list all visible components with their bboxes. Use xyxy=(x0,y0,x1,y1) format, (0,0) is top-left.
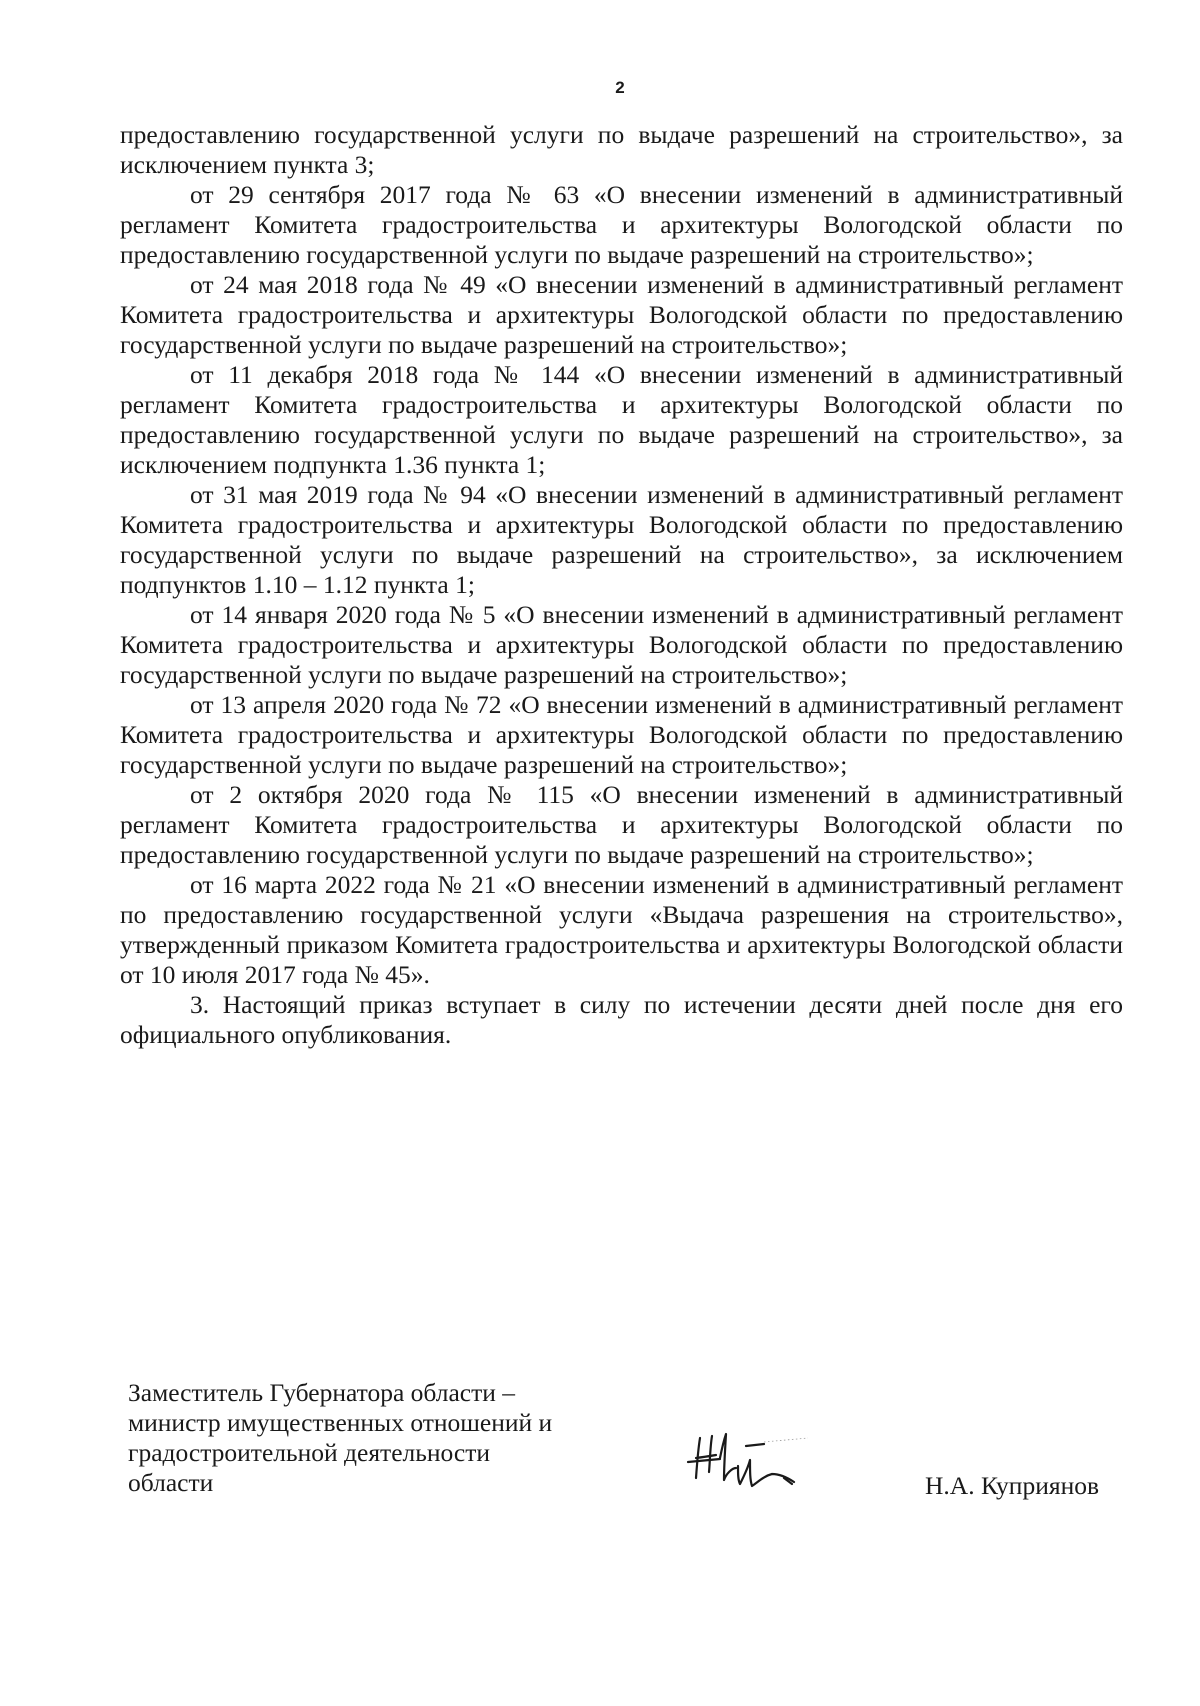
paragraph-order-2020-72: от 13 апреля 2020 года № 72 «О внесении изменений в административный регламент Комитета градостроительства и архитектуры Вологодской области по предоставлению государственной услуги по выдаче разрешений на строительство»; xyxy=(120,690,1123,779)
signatory-name: Н.А. Куприянов xyxy=(925,1471,1100,1500)
paragraph-order-2022-21: от 16 марта 2022 года № 21 «О внесении изменений в административный регламент по предоставлению государственной услуги «Выдача разрешения на строительство», утвержденный приказом Комитета градостроительства и архитектуры Вологодской области от 10 июля 2017 года № 45». xyxy=(120,870,1123,989)
signatory-position-line: Заместитель Губернатора области – xyxy=(128,1378,516,1407)
signatory-position xyxy=(128,1378,648,1498)
paragraph-order-2020-115: от 2 октября 2020 года № 115 «О внесении изменений в административный регламент Комитета градостроительства и архитектуры Вологодской области по предоставлению государственной услуги по выдаче разрешений на строительство»; xyxy=(120,780,1123,869)
page-number: 2 xyxy=(615,78,625,97)
document-body xyxy=(120,120,1123,1050)
paragraph-order-2018-49: от 24 мая 2018 года № 49 «О внесении изменений в административный регламент Комитета градостроительства и архитектуры Вологодской области по предоставлению государственной услуги по выдаче разрешений на строительство»; xyxy=(120,270,1123,359)
paragraph-order-2018-144: от 11 декабря 2018 года № 144 «О внесении изменений в административный регламент Комитета градостроительства и архитектуры Вологодской области по предоставлению государственной услуги по выдаче разрешений на строительство», за исключением подпункта 1.36 пункта 1; xyxy=(120,360,1123,479)
paragraph-order-2020-5: от 14 января 2020 года № 5 «О внесении изменений в административный регламент Комитета градостроительства и архитектуры Вологодской области по предоставлению государственной услуги по выдаче разрешений на строительство»; xyxy=(120,600,1123,689)
signatory-position-line: министр имущественных отношений и xyxy=(128,1408,553,1437)
paragraph-order-2017-63: от 29 сентября 2017 года № 63 «О внесении изменений в административный регламент Комитета градостроительства и архитектуры Вологодской области по предоставлению государственной услуги по выдаче разрешений на строительство»; xyxy=(120,180,1123,269)
paragraph-order-2019-94: от 31 мая 2019 года № 94 «О внесении изменений в административный регламент Комитета градостроительства и архитектуры Вологодской области по предоставлению государственной услуги по выдаче разрешений на строительство», за исключением подпунктов 1.10 – 1.12 пункта 1; xyxy=(120,480,1123,599)
paragraph-effective-date: 3. Настоящий приказ вступает в силу по истечении десяти дней после дня его официального опубликования. xyxy=(120,990,1123,1049)
handwritten-signature-icon xyxy=(680,1428,810,1498)
signatory-position-line: области xyxy=(128,1468,214,1497)
paragraph-continuation: предоставлению государственной услуги по выдаче разрешений на строительство», за исключением пункта 3; xyxy=(120,120,1123,179)
signatory-position-line: градостроительной деятельности xyxy=(128,1438,491,1467)
